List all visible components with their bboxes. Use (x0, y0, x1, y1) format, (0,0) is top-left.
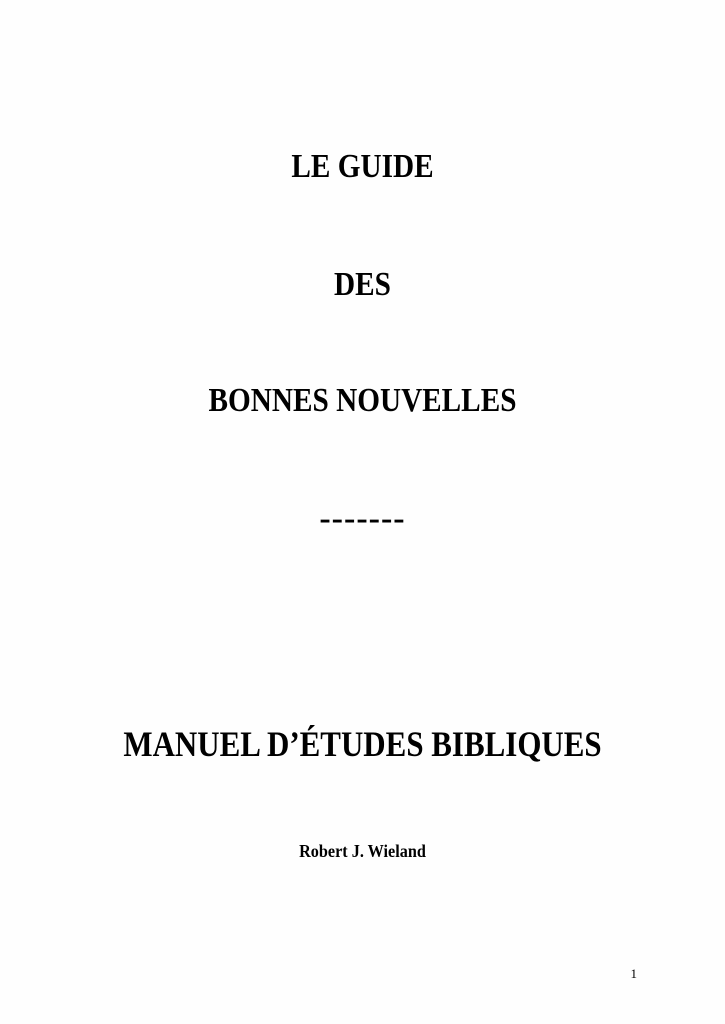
title-line-le-guide: LE GUIDE (291, 148, 434, 185)
title-line-des: DES (334, 266, 391, 303)
author-name: Robert J. Wieland (299, 841, 426, 861)
page-number: 1 (630, 966, 637, 981)
subtitle: MANUEL D’ÉTUDES BIBLIQUES (123, 724, 602, 764)
title-separator: ------- (319, 500, 406, 537)
title-line-bonnes-nouvelles: BONNES NOUVELLES (208, 382, 517, 419)
